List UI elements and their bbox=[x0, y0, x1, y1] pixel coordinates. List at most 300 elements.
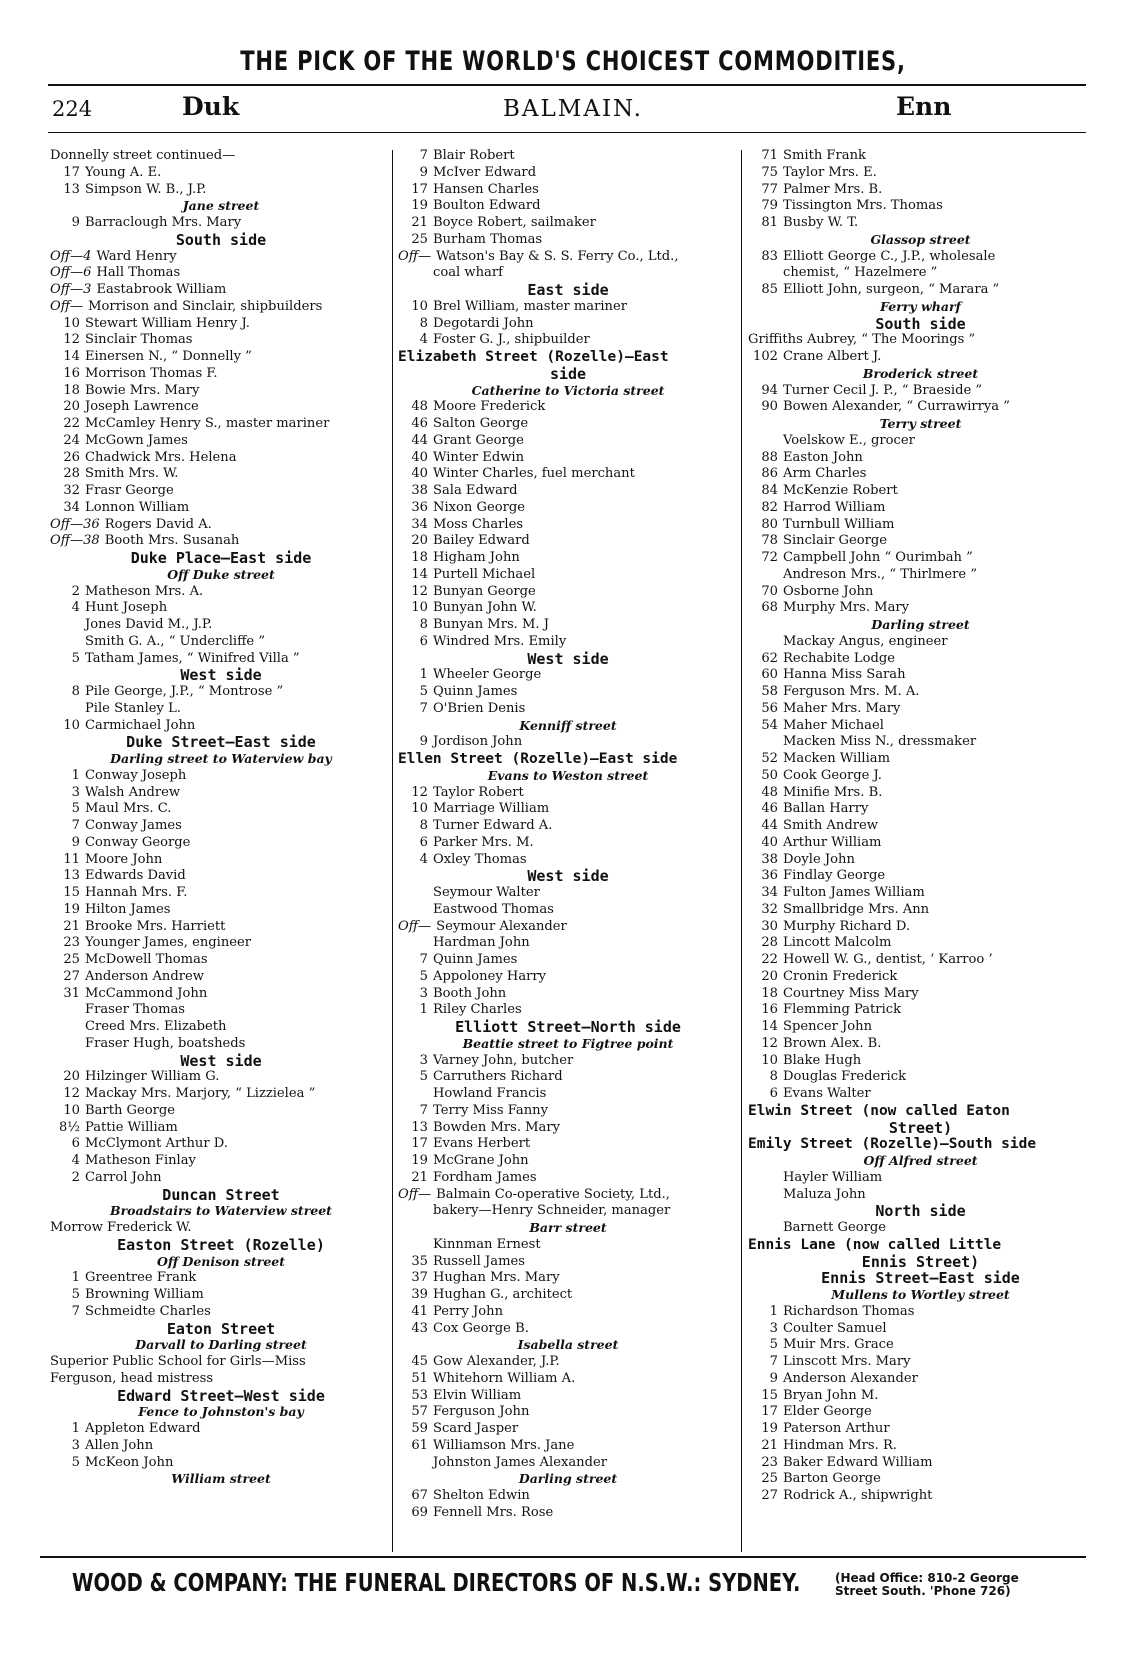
directory-entry bbox=[748, 935, 1093, 952]
house-number: 9 bbox=[71, 215, 80, 230]
entry-text: Maul Mrs. C. bbox=[85, 801, 172, 817]
directory-entry bbox=[398, 634, 738, 651]
directory-entry bbox=[50, 935, 392, 952]
directory-entry bbox=[748, 567, 1093, 584]
house-number: 25 bbox=[411, 231, 428, 247]
street-heading: West side bbox=[180, 666, 262, 685]
street-subheading: Fence to Johnston's bay bbox=[138, 1404, 304, 1420]
entry-prefix: Off—36 bbox=[50, 516, 100, 532]
entry-text: Macken Miss N., dressmaker bbox=[783, 734, 977, 750]
street-subheading: Barr street bbox=[529, 1220, 607, 1235]
entry-prefix: Off— bbox=[398, 918, 432, 934]
entry-text: Kinnman Ernest bbox=[433, 1236, 541, 1252]
continuation-note: Donnelly street continued— bbox=[50, 148, 236, 163]
directory-entry bbox=[748, 1337, 1093, 1354]
directory-entry bbox=[748, 667, 1093, 684]
entry-text: Maluza John bbox=[783, 1186, 866, 1202]
house-number: 5 bbox=[419, 684, 428, 699]
street-subheading: Broderick street bbox=[862, 365, 979, 381]
directory-entry bbox=[398, 1388, 738, 1405]
entry-text: Bowden Mrs. Mary bbox=[433, 1119, 561, 1135]
house-number: 1 bbox=[419, 667, 428, 683]
entry-text: Hunt Joseph bbox=[85, 600, 168, 616]
directory-entry bbox=[748, 1388, 1093, 1405]
entry-text: Elvin William bbox=[433, 1387, 522, 1403]
house-number: 3 bbox=[769, 1320, 778, 1336]
house-number: 1 bbox=[71, 1421, 80, 1436]
house-number: 13 bbox=[63, 181, 80, 197]
entry-text: Evans Walter bbox=[783, 1086, 871, 1101]
directory-entry bbox=[748, 835, 1093, 852]
entry-text: Findlay George bbox=[783, 868, 886, 884]
entry-text: Salton George bbox=[433, 416, 529, 431]
entry-text: Lincott Malcolm bbox=[783, 935, 892, 951]
directory-entry bbox=[398, 416, 738, 433]
house-number: 5 bbox=[71, 650, 80, 666]
street-heading: Edward Street—West side bbox=[117, 1386, 325, 1405]
directory-entry bbox=[398, 433, 738, 450]
house-number: 3 bbox=[419, 1052, 428, 1068]
house-number: 102 bbox=[753, 349, 778, 364]
directory-entry bbox=[50, 818, 392, 835]
entry-text: Perry John bbox=[433, 1303, 504, 1319]
entry-text: McKeon John bbox=[85, 1454, 174, 1470]
directory-entry bbox=[398, 265, 738, 282]
house-number: 83 bbox=[761, 248, 778, 264]
directory-entry bbox=[398, 1455, 738, 1472]
entry-text: Smith G. A., “ Undercliffe ” bbox=[85, 633, 266, 649]
directory-entry bbox=[398, 399, 738, 416]
street-heading: East side bbox=[527, 281, 609, 299]
entry-text: McIver Edward bbox=[433, 164, 537, 180]
directory-entry bbox=[748, 969, 1093, 986]
house-number: 60 bbox=[761, 667, 778, 683]
entry-text: McClymont Arthur D. bbox=[85, 1136, 228, 1152]
entry-text: Richardson Thomas bbox=[783, 1303, 915, 1319]
house-number: 36 bbox=[411, 499, 428, 515]
entry-text: McGown James bbox=[85, 432, 188, 448]
directory-entry bbox=[398, 1354, 738, 1371]
entry-text: Fulton James William bbox=[783, 885, 925, 900]
house-number: 8½ bbox=[58, 1119, 80, 1135]
entry-text: McDowell Thomas bbox=[85, 952, 208, 967]
directory-column-1 bbox=[50, 148, 392, 1488]
entry-text: Barraclough Mrs. Mary bbox=[85, 215, 242, 230]
house-number: 69 bbox=[411, 1504, 428, 1520]
entry-text: Muir Mrs. Grace bbox=[783, 1337, 894, 1353]
entry-text: Elder George bbox=[783, 1404, 872, 1420]
house-number: 86 bbox=[761, 466, 778, 482]
directory-entry bbox=[398, 801, 738, 818]
entry-text: Turner Edward A. bbox=[433, 818, 553, 833]
house-number: 72 bbox=[761, 550, 778, 565]
entry-text: Gow Alexander, J.P. bbox=[433, 1354, 560, 1369]
directory-entry bbox=[398, 1153, 738, 1170]
directory-entry bbox=[748, 483, 1093, 500]
house-number: 17 bbox=[63, 164, 80, 180]
directory-column-3 bbox=[748, 148, 1093, 1505]
directory-entry bbox=[748, 182, 1093, 199]
house-number: 16 bbox=[63, 365, 80, 381]
entry-text: Turnbull William bbox=[783, 516, 895, 532]
house-number: 6 bbox=[71, 1136, 80, 1152]
entry-text: Browning William bbox=[85, 1287, 204, 1302]
street-subheading: Darling street bbox=[518, 1471, 618, 1487]
house-number: 34 bbox=[761, 885, 778, 900]
directory-entry bbox=[748, 165, 1093, 182]
entry-text: Blake Hugh bbox=[783, 1052, 862, 1068]
house-number: 15 bbox=[63, 885, 80, 900]
house-number: 50 bbox=[761, 767, 778, 783]
directory-entry bbox=[50, 1438, 392, 1455]
house-number: 58 bbox=[761, 684, 778, 699]
directory-entry bbox=[50, 349, 392, 366]
entry-text: Minifie Mrs. B. bbox=[783, 784, 883, 800]
entry-text: Morrow Frederick W. bbox=[50, 1220, 192, 1235]
house-number: 46 bbox=[761, 801, 778, 817]
house-number: 48 bbox=[411, 399, 428, 415]
directory-entry bbox=[50, 986, 392, 1003]
directory-entry bbox=[50, 684, 392, 701]
directory-entry bbox=[748, 768, 1093, 785]
entry-text: Younger James, engineer bbox=[85, 935, 252, 951]
entry-text: Fraser Thomas bbox=[85, 1002, 186, 1018]
house-number: 20 bbox=[411, 533, 428, 549]
street-heading: Duke Place—East side bbox=[130, 549, 312, 567]
entry-text: Barth George bbox=[85, 1102, 176, 1118]
entry-text: Morrison Thomas F. bbox=[85, 365, 218, 381]
entry-text: Palmer Mrs. B. bbox=[783, 181, 883, 197]
entry-text: Bowen Alexander, “ Currawirrya ” bbox=[783, 399, 1010, 415]
entry-text: Courtney Miss Mary bbox=[783, 985, 919, 1001]
entry-text: Einersen N., “ Donnelly ” bbox=[85, 349, 252, 364]
house-number: 12 bbox=[63, 332, 80, 348]
entry-text: Matheson Mrs. A. bbox=[85, 583, 204, 599]
directory-entry bbox=[748, 1187, 1093, 1204]
entry-text: Whitehorn William A. bbox=[433, 1370, 576, 1386]
directory-entry bbox=[748, 919, 1093, 936]
street-subheading: Darling street bbox=[871, 617, 970, 632]
directory-entry bbox=[748, 500, 1093, 517]
entry-text: Pattie William bbox=[85, 1119, 178, 1135]
directory-entry bbox=[748, 734, 1093, 751]
house-number: 62 bbox=[761, 650, 778, 666]
entry-text: Ferguson, head mistress bbox=[50, 1370, 214, 1386]
street-heading: Duncan Street bbox=[162, 1185, 280, 1204]
entry-text: Tatham James, “ Winifred Villa ” bbox=[85, 650, 300, 666]
house-number: 1 bbox=[71, 767, 80, 783]
directory-entry bbox=[748, 1002, 1093, 1019]
entry-text: Murphy Richard D. bbox=[783, 918, 911, 934]
house-number: 25 bbox=[761, 1471, 778, 1487]
house-number: 3 bbox=[71, 1437, 80, 1453]
house-number: 10 bbox=[63, 1102, 80, 1118]
directory-entry bbox=[50, 299, 392, 316]
entry-text: Taylor Mrs. E. bbox=[783, 164, 877, 180]
directory-entry bbox=[50, 1036, 392, 1053]
directory-entry bbox=[748, 600, 1093, 617]
entry-text: Doyle John bbox=[783, 851, 855, 867]
entry-text: Flemming Patrick bbox=[783, 1002, 902, 1018]
entry-text: Anderson Alexander bbox=[783, 1370, 918, 1386]
entry-text: Osborne John bbox=[783, 583, 874, 599]
entry-text: Watson's Bay & S. S. Ferry Co., Ltd., bbox=[436, 248, 679, 264]
entry-text: Ward Henry bbox=[96, 248, 177, 264]
directory-entry bbox=[50, 383, 392, 400]
house-number: 21 bbox=[411, 1169, 428, 1185]
column-divider bbox=[392, 150, 393, 1552]
house-number: 2 bbox=[71, 1169, 80, 1185]
directory-entry bbox=[748, 466, 1093, 483]
entry-text: Stewart William Henry J. bbox=[85, 315, 250, 331]
house-number: 24 bbox=[63, 432, 80, 448]
entry-text: Johnston James Alexander bbox=[433, 1454, 607, 1470]
directory-entry bbox=[748, 517, 1093, 534]
entry-text: Mackay Mrs. Marjory, “ Lizzielea ” bbox=[85, 1086, 316, 1101]
entry-text: Moore Frederick bbox=[433, 399, 546, 415]
house-number: 7 bbox=[71, 818, 80, 833]
house-number: 32 bbox=[63, 483, 80, 498]
house-number: 5 bbox=[71, 1287, 80, 1302]
directory-entry bbox=[398, 1488, 738, 1505]
house-number: 10 bbox=[63, 717, 80, 733]
entry-text: Moore John bbox=[85, 851, 163, 867]
house-number: 17 bbox=[411, 181, 428, 197]
entry-prefix: Off— bbox=[398, 248, 432, 264]
entry-text: Brooke Mrs. Harriett bbox=[85, 918, 226, 934]
directory-entry bbox=[398, 818, 738, 835]
entry-text: Hilzinger William G. bbox=[85, 1069, 220, 1085]
directory-entry bbox=[50, 1002, 392, 1019]
entry-text: McGrane John bbox=[433, 1153, 529, 1168]
house-number: 26 bbox=[63, 449, 80, 465]
directory-entry bbox=[398, 584, 738, 601]
street-heading: Ennis Street—East side bbox=[821, 1269, 1020, 1288]
entry-text: Howell W. G., dentist, ‘ Karroo ’ bbox=[783, 952, 993, 967]
directory-entry bbox=[50, 1019, 392, 1036]
street-subheading: Terry street bbox=[879, 416, 962, 431]
entry-text: Ferguson John bbox=[433, 1404, 530, 1420]
directory-entry bbox=[398, 852, 738, 869]
house-number: 4 bbox=[419, 332, 428, 348]
house-number: 35 bbox=[411, 1253, 428, 1269]
street-subheading: Mullens to Wortley street bbox=[831, 1287, 1010, 1302]
entry-text: Eastwood Thomas bbox=[433, 901, 554, 917]
entry-text: Hindman Mrs. R. bbox=[783, 1437, 897, 1453]
directory-entry bbox=[398, 701, 738, 718]
house-number: 10 bbox=[411, 600, 428, 616]
house-number: 37 bbox=[411, 1270, 428, 1286]
directory-entry bbox=[50, 1120, 392, 1137]
street-heading: West side bbox=[180, 1051, 262, 1070]
entry-text: Appoloney Harry bbox=[433, 968, 547, 984]
entry-text: Andreson Mrs., “ Thirlmere ” bbox=[783, 566, 978, 582]
house-number: 20 bbox=[63, 1069, 80, 1085]
directory-entry bbox=[398, 785, 738, 802]
house-number: 57 bbox=[411, 1404, 428, 1420]
entry-text: Tissington Mrs. Thomas bbox=[783, 198, 943, 214]
directory-entry bbox=[398, 500, 738, 517]
house-number: 17 bbox=[761, 1404, 778, 1420]
street-subheading: Broadstairs to Waterview street bbox=[110, 1203, 332, 1219]
street-heading: Ennis Street) bbox=[861, 1252, 980, 1271]
entry-text: Booth Mrs. Susanah bbox=[104, 533, 240, 549]
house-number: 9 bbox=[419, 734, 428, 750]
house-number: 7 bbox=[419, 1102, 428, 1118]
house-number: 13 bbox=[63, 868, 80, 884]
directory-entry bbox=[748, 651, 1093, 668]
house-number: 25 bbox=[63, 952, 80, 967]
street-heading: Easton Street (Rozelle) bbox=[117, 1235, 325, 1254]
house-number: 14 bbox=[63, 349, 80, 364]
directory-entry bbox=[50, 1270, 392, 1287]
entry-text: Turner Cecil J. P., “ Braeside ” bbox=[783, 382, 983, 398]
house-number: 19 bbox=[63, 901, 80, 917]
entry-text: Cox George B. bbox=[433, 1320, 529, 1336]
head-office-line: (Head Office: 810-2 George bbox=[835, 1571, 1019, 1585]
top-advert-banner: THE PICK OF THE WORLD'S CHOICEST COMMODITIES, bbox=[240, 46, 906, 77]
entry-text: Frasr George bbox=[85, 483, 174, 498]
house-number: 5 bbox=[71, 1454, 80, 1470]
entry-prefix: Off— bbox=[398, 1186, 432, 1202]
entry-text: Voelskow E., grocer bbox=[783, 432, 915, 448]
directory-entry bbox=[398, 1287, 738, 1304]
directory-entry bbox=[50, 768, 392, 785]
directory-entry bbox=[50, 500, 392, 517]
street-heading: Emily Street (Rozelle)—South side bbox=[748, 1136, 1037, 1153]
house-number: 19 bbox=[411, 198, 428, 214]
directory-entry bbox=[50, 718, 392, 735]
street-heading: Elliott Street—North side bbox=[455, 1018, 681, 1036]
entry-text: Seymour Walter bbox=[433, 885, 540, 900]
house-number: 21 bbox=[411, 215, 428, 230]
bottom-rule bbox=[40, 1556, 1086, 1558]
house-number: 12 bbox=[411, 583, 428, 599]
entry-text: Murphy Mrs. Mary bbox=[783, 600, 910, 616]
directory-entry bbox=[50, 600, 392, 617]
entry-text: Quinn James bbox=[433, 684, 518, 699]
directory-entry bbox=[398, 466, 738, 483]
entry-text: Wheeler George bbox=[433, 667, 542, 683]
entry-text: O'Brien Denis bbox=[433, 700, 526, 716]
house-number: 75 bbox=[761, 164, 778, 180]
directory-entry bbox=[50, 902, 392, 919]
entry-text: Hardman John bbox=[433, 935, 530, 951]
directory-entry bbox=[748, 1471, 1093, 1488]
house-number: 10 bbox=[411, 298, 428, 314]
entry-text: Mackay Angus, engineer bbox=[783, 633, 948, 649]
entry-text: Burham Thomas bbox=[433, 231, 543, 247]
house-number: 40 bbox=[411, 466, 428, 482]
house-number: 5 bbox=[71, 801, 80, 817]
house-number: 78 bbox=[761, 533, 778, 549]
directory-entry bbox=[748, 885, 1093, 902]
directory-entry bbox=[50, 332, 392, 349]
house-number: 10 bbox=[411, 801, 428, 817]
directory-entry bbox=[398, 919, 738, 936]
entry-text: Williamson Mrs. Jane bbox=[433, 1437, 575, 1453]
entry-text: Degotardi John bbox=[433, 315, 534, 331]
entry-text: Linscott Mrs. Mary bbox=[783, 1354, 911, 1369]
house-number: 9 bbox=[71, 834, 80, 850]
directory-entry bbox=[50, 483, 392, 500]
house-number: 12 bbox=[63, 1086, 80, 1101]
entry-text: Boyce Robert, sailmaker bbox=[433, 215, 596, 230]
entry-text: Windred Mrs. Emily bbox=[433, 633, 567, 649]
directory-entry bbox=[748, 1086, 1093, 1103]
street-heading: Duke Street—East side bbox=[126, 733, 316, 752]
entry-text: Varney John, butcher bbox=[433, 1052, 574, 1068]
house-number: 13 bbox=[411, 1119, 428, 1135]
directory-entry bbox=[398, 935, 738, 952]
header-rule bbox=[48, 132, 1086, 133]
entry-text: Coulter Samuel bbox=[783, 1320, 887, 1336]
house-number: 10 bbox=[63, 315, 80, 331]
house-number: 4 bbox=[71, 1153, 80, 1168]
house-number: 52 bbox=[761, 751, 778, 766]
entry-text: Bowie Mrs. Mary bbox=[85, 382, 200, 398]
directory-entry bbox=[748, 399, 1093, 416]
directory-entry bbox=[748, 215, 1093, 232]
entry-text: Bryan John M. bbox=[783, 1387, 879, 1403]
street-subheading: Isabella street bbox=[517, 1337, 619, 1353]
house-number: 53 bbox=[411, 1387, 428, 1403]
directory-entry bbox=[748, 249, 1093, 266]
directory-entry bbox=[50, 1170, 392, 1187]
entry-text: Foster G. J., shipbuilder bbox=[433, 332, 590, 348]
entry-text: McCamley Henry S., master mariner bbox=[85, 416, 330, 431]
house-number: 1 bbox=[419, 1002, 428, 1018]
directory-entry bbox=[398, 885, 738, 902]
house-number: 5 bbox=[769, 1337, 778, 1353]
street-subheading: Off Denison street bbox=[156, 1253, 286, 1269]
page-title: BALMAIN. bbox=[503, 96, 643, 122]
directory-entry bbox=[50, 852, 392, 869]
directory-entry bbox=[748, 701, 1093, 718]
entry-text: Crane Albert J. bbox=[783, 349, 882, 364]
directory-entry bbox=[50, 215, 392, 232]
directory-entry bbox=[398, 1103, 738, 1120]
entry-text: Smith Frank bbox=[783, 148, 866, 163]
entry-text: Paterson Arthur bbox=[783, 1421, 890, 1436]
street-heading: side bbox=[549, 364, 587, 383]
directory-entry bbox=[398, 550, 738, 567]
house-number: 28 bbox=[761, 935, 778, 951]
entry-text: Macken William bbox=[783, 751, 891, 766]
directory-entry bbox=[398, 1404, 738, 1421]
directory-entry bbox=[398, 450, 738, 467]
directory-entry bbox=[748, 1053, 1093, 1070]
house-number: 20 bbox=[63, 399, 80, 415]
house-number: 7 bbox=[419, 700, 428, 716]
entry-text: Oxley Thomas bbox=[433, 851, 527, 867]
column-divider bbox=[741, 150, 742, 1552]
entry-text: Fraser Hugh, boatsheds bbox=[85, 1035, 246, 1051]
directory-entry bbox=[398, 952, 738, 969]
entry-text: Seymour Alexander bbox=[436, 918, 567, 934]
entry-text: Pile George, J.P., “ Montrose ” bbox=[85, 684, 284, 699]
street-heading: South side bbox=[175, 230, 267, 249]
directory-entry bbox=[398, 533, 738, 550]
directory-entry bbox=[398, 1304, 738, 1321]
entry-text: Smith Andrew bbox=[783, 818, 878, 833]
house-number: 3 bbox=[71, 784, 80, 800]
directory-entry bbox=[50, 1287, 392, 1304]
entry-text: Fordham James bbox=[433, 1169, 537, 1185]
house-number: 88 bbox=[761, 449, 778, 465]
entry-text: Higham John bbox=[433, 550, 520, 565]
street-heading: Ennis Lane (now called Little bbox=[748, 1236, 1002, 1253]
